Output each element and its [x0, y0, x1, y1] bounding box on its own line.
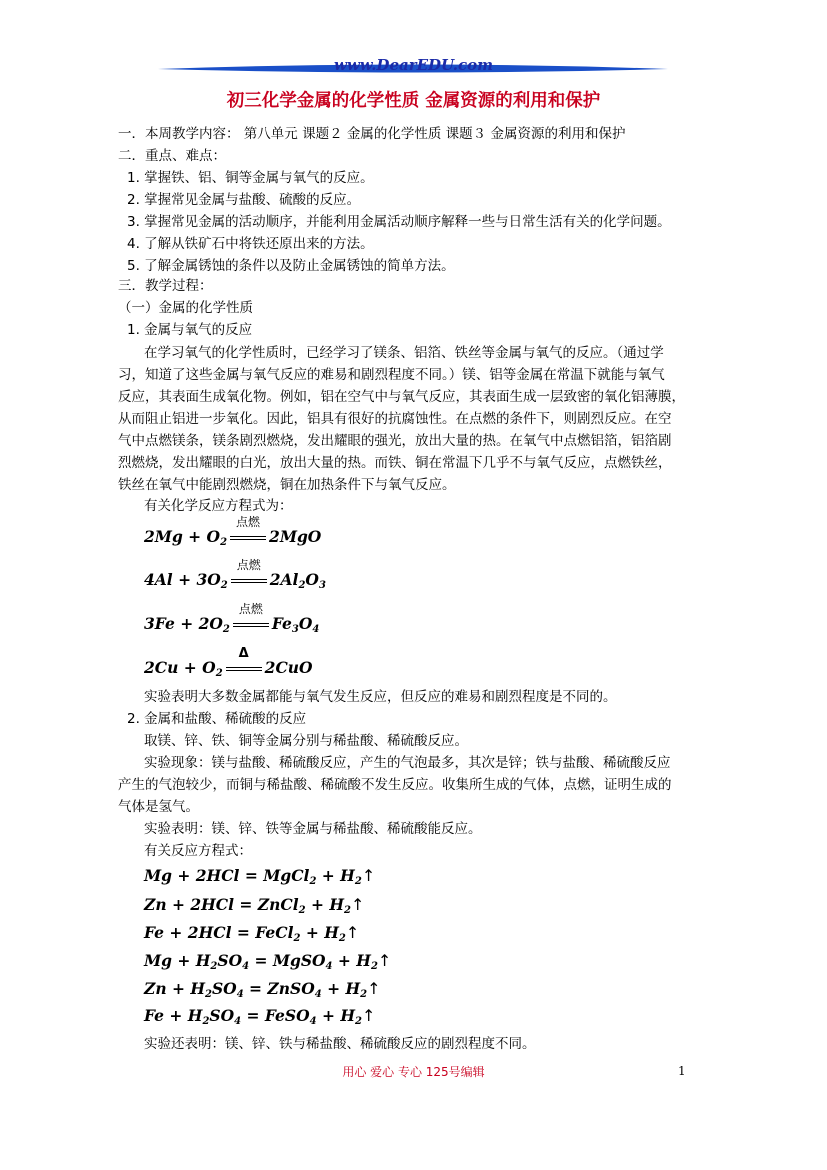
paragraph-line: 产生的气泡较少，而铜与稀盐酸、稀硫酸不发生反应。收集所生成的气体，点燃，证明生成的 [118, 777, 672, 793]
paragraph-line: 气体是氢气。 [118, 799, 199, 815]
list-item: 4. 了解从铁矿石中将铁还原出来的方法。 [127, 236, 374, 252]
subsection-item: 2. 金属和盐酸、稀硫酸的反应 [127, 711, 307, 727]
equation-zn-hcl: Zn + 2HCl = ZnCl$_2$ + $H_2↑$ [144, 895, 365, 916]
footer-text: 用心 爱心 专心 125号编辑 [342, 1065, 485, 1079]
equation-fe-hcl: Fe + 2HCl = FeCl$_2$ + $H_2↑$ [144, 923, 360, 944]
equation-mg-hcl: Mg + 2HCl = MgCl$_2$ + $H_2↑$ [144, 866, 376, 887]
equation-fe-h2so4: $Fe + H_2SO_4$ = FeSO$_4$ + $H_2↑$ [144, 1006, 376, 1027]
section-heading-content: 一．本周教学内容： 第八单元 课题２ 金属的化学性质 课题３ 金属资源的利用和保护 [118, 126, 626, 142]
section-heading-keypoints: 二．重点、难点： [118, 148, 226, 164]
paragraph-line: 实验现象：镁与盐酸、稀硫酸反应，产生的气泡最多，其次是锌；铁与盐酸、稀硫酸反应 [144, 755, 671, 771]
equation-cu-oxygen: $2Cu + O_2$ Δ 2CuO [144, 646, 313, 679]
paragraph-line: 铁丝在氧气中能剧烈燃烧，铜在加热条件下与氧气反应。 [118, 477, 456, 493]
equation-al-oxygen: $4Al + 3O_2$ 点燃 $2Al_2O_3$ [144, 558, 326, 591]
equation-mg-h2so4: $Mg + H_2SO_4$ = MgSO$_4$ + $H_2↑$ [144, 951, 392, 972]
subsection-item: 1. 金属与氧气的反应 [127, 322, 253, 338]
paragraph-line: 在学习氧气的化学性质时，已经学习了镁条、铝箔、铁丝等金属与氧气的反应。（通过学 [144, 345, 664, 361]
list-item: 3. 掌握常见金属的活动顺序，并能利用金属活动顺序解释一些与日常生活有关的化学问题。 [127, 214, 671, 230]
page-number: 1 [678, 1064, 686, 1078]
paragraph-line: 取镁、锌、铁、铜等金属分别与稀盐酸、稀硫酸反应。 [144, 733, 468, 749]
subsection-heading: （一）金属的化学性质 [118, 300, 253, 316]
document-title: 初三化学金属的化学性质 金属资源的利用和保护 [226, 91, 601, 111]
paragraph-line: 习，知道了这些金属与氧气反应的难易和剧烈程度不同。）镁、铝等金属在常温下就能与氧气 [118, 367, 665, 383]
equation-zn-h2so4: $Zn + H_2SO_4$ = ZnSO$_4$ + $H_2↑$ [144, 979, 381, 1000]
list-item: 1. 掌握铁、铝、铜等金属与氧气的反应。 [127, 170, 374, 186]
paragraph-line: 从而阻止铝进一步氧化。因此，铝具有很好的抗腐蚀性。在点燃的条件下，则剧烈反应。在空 [118, 411, 672, 427]
paragraph-line: 有关化学反应方程式为： [144, 498, 293, 514]
paragraph-line: 有关反应方程式： [144, 843, 252, 859]
paragraph-line: 烈燃烧，发出耀眼的白光，放出大量的热。而铁、铜在常温下几乎不与氧气反应，点燃铁丝， [118, 455, 672, 471]
equation-fe-oxygen: $3Fe + 2O_2$ 点燃 $Fe_3O_4$ [144, 602, 320, 635]
paragraph-line: 实验表明：镁、锌、铁等金属与稀盐酸、稀硫酸能反应。 [144, 821, 482, 837]
paragraph-line: 实验还表明：镁、锌、铁与稀盐酸、稀硫酸反应的剧烈程度不同。 [144, 1036, 536, 1052]
equation-mg-oxygen: $2Mg + O_2$ 点燃 2MgO [144, 515, 322, 548]
list-item: 5. 了解金属锈蚀的条件以及防止金属锈蚀的简单方法。 [127, 258, 455, 274]
section-heading-process: 三．教学过程： [118, 278, 213, 294]
list-item: 2. 掌握常见金属与盐酸、硫酸的反应。 [127, 192, 361, 208]
paragraph-line: 反应，其表面生成氧化物。例如，铝在空气中与氧气反应，其表面生成一层致密的氧化铝薄膜， [118, 389, 685, 405]
paragraph-line: 实验表明大多数金属都能与氧气发生反应，但反应的难易和剧烈程度是不同的。 [144, 689, 617, 705]
paragraph-line: 气中点燃镁条，镁条剧烈燃烧，发出耀眼的强光，放出大量的热。在氧气中点燃铝箔，铝箔剧 [118, 433, 672, 449]
site-logo: www.DearEDU.com [333, 56, 493, 74]
